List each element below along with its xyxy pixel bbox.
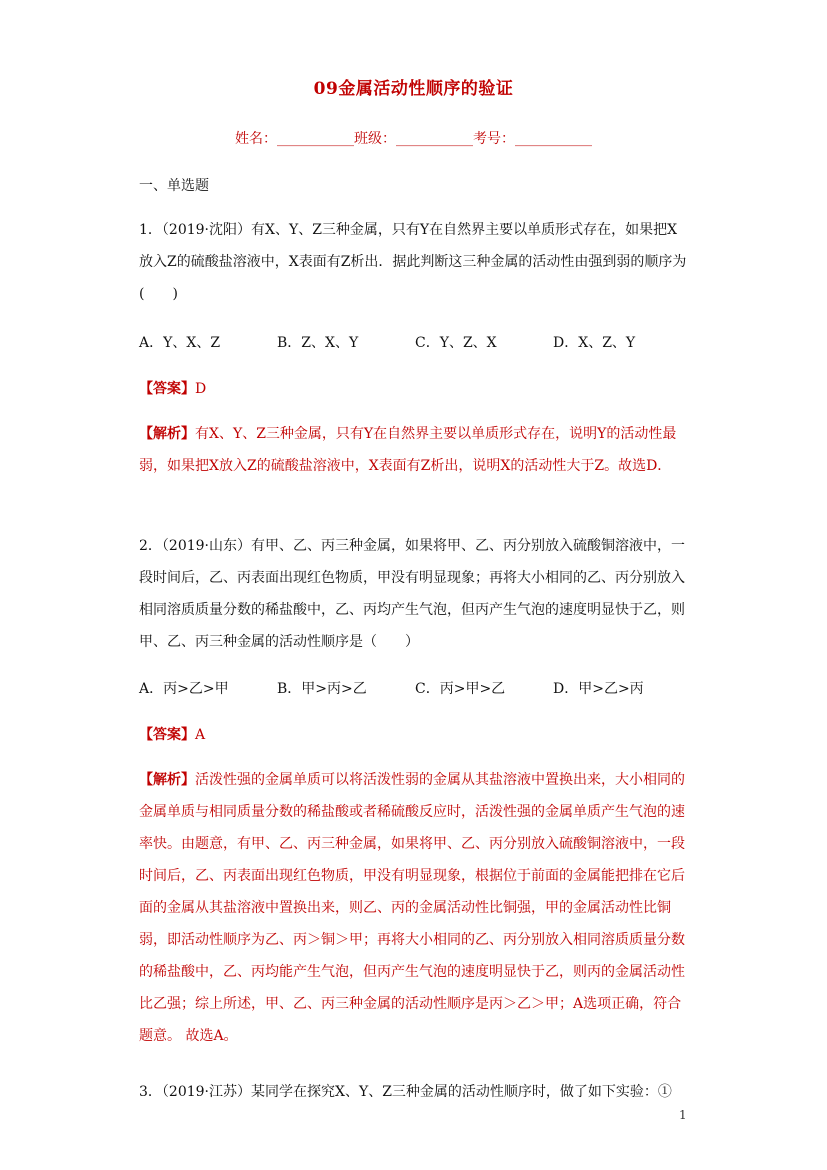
explanation-tag: 【解析】 <box>139 426 195 442</box>
question-1-explanation <box>139 418 691 482</box>
explanation-tag: 【解析】 <box>139 772 195 788</box>
explanation-text: 活泼性强的金属单质可以将活泼性弱的金属从其盐溶液中置换出来，大小相同的金属单质与相同质量分数的稀盐酸或者稀硫酸反应时，活泼性强的金属单质产生气泡的速率快。由题意，有甲、乙、丙三种金属，如果将甲、乙、丙分别放入硫酸铜溶液中，一段时间后，乙、丙表面出现红色物质，甲没有明显现象，根据位于前面的金属能把排在它后面的金属从其盐溶液中置换出来，则乙、丙的金属活动性比铜强，甲的金属活动性比铜弱，即活动性顺序为乙、丙＞铜＞甲；再将大小相同的乙、丙分别放入相同溶质质量分数的稀盐酸中，乙、丙均能产生气泡，但丙产生气泡的速度明显快于乙，则丙的金属活动性比乙强；综上所述，甲、乙、丙三种金属的活动性顺序是丙＞乙＞甲；A选项正确，符合题意。 故选A。 <box>139 772 685 1044</box>
page-number: 1 <box>679 1108 687 1122</box>
option-c: C．丙>甲>乙 <box>415 681 506 697</box>
question-1-options <box>139 332 691 352</box>
question-1-answer <box>139 373 691 405</box>
option-a: A．丙>乙>甲 <box>139 681 229 697</box>
question-2-stem: 2．（2019·山东）有甲、乙、丙三种金属，如果将甲、乙、丙分别放入硫酸铜溶液中，一段时间后，乙、丙表面出现红色物质，甲没有明显现象；再将大小相同的乙、丙分别放入相同溶质质量分数的稀盐酸中，乙、丙均产生气泡，但丙产生气泡的速度明显快于乙，则甲、乙、丙三种金属的活动性顺序是（ ） <box>139 538 685 650</box>
question-2-explanation <box>139 764 691 1052</box>
option-d: D．甲>乙>丙 <box>553 681 644 697</box>
answer-value: A <box>195 727 206 743</box>
question-1-stem: 1．（2019·沈阳）有X、Y、Z三种金属，只有Y在自然界主要以单质形式存在，如果把X放入Z的硫酸盐溶液中，X表面有Z析出．据此判断这三种金属的活动性由强到弱的顺序为( ) <box>139 222 687 302</box>
question-3-stem: 3．（2019·江苏）某同学在探究X、Y、Z三种金属的活动性顺序时，做了如下实验：① <box>139 1084 672 1100</box>
option-c: C．Y、Z、X <box>415 335 497 351</box>
student-info-line: 姓名：___________班级：___________考号：___________ <box>235 131 592 147</box>
option-a: A．Y、X、Z <box>139 335 221 351</box>
answer-value: D <box>195 381 207 397</box>
explanation-text: 有X、Y、Z三种金属，只有Y在自然界主要以单质形式存在，说明Y的活动性最弱，如果把X放入Z的硫酸盐溶液中，X表面有Z析出，说明X的活动性大于Z。故选D． <box>139 426 677 474</box>
document-title: 09金属活动性顺序的验证 <box>313 79 514 99</box>
answer-tag: 【答案】 <box>139 381 195 397</box>
question-2-answer <box>139 719 691 751</box>
option-b: B．甲>丙>乙 <box>277 681 367 697</box>
question-2-options <box>139 678 691 698</box>
answer-tag: 【答案】 <box>139 727 195 743</box>
section-heading: 一、单选题 <box>139 178 209 194</box>
option-b: B．Z、X、Y <box>277 335 359 351</box>
option-d: D．X、Z、Y <box>553 335 636 351</box>
